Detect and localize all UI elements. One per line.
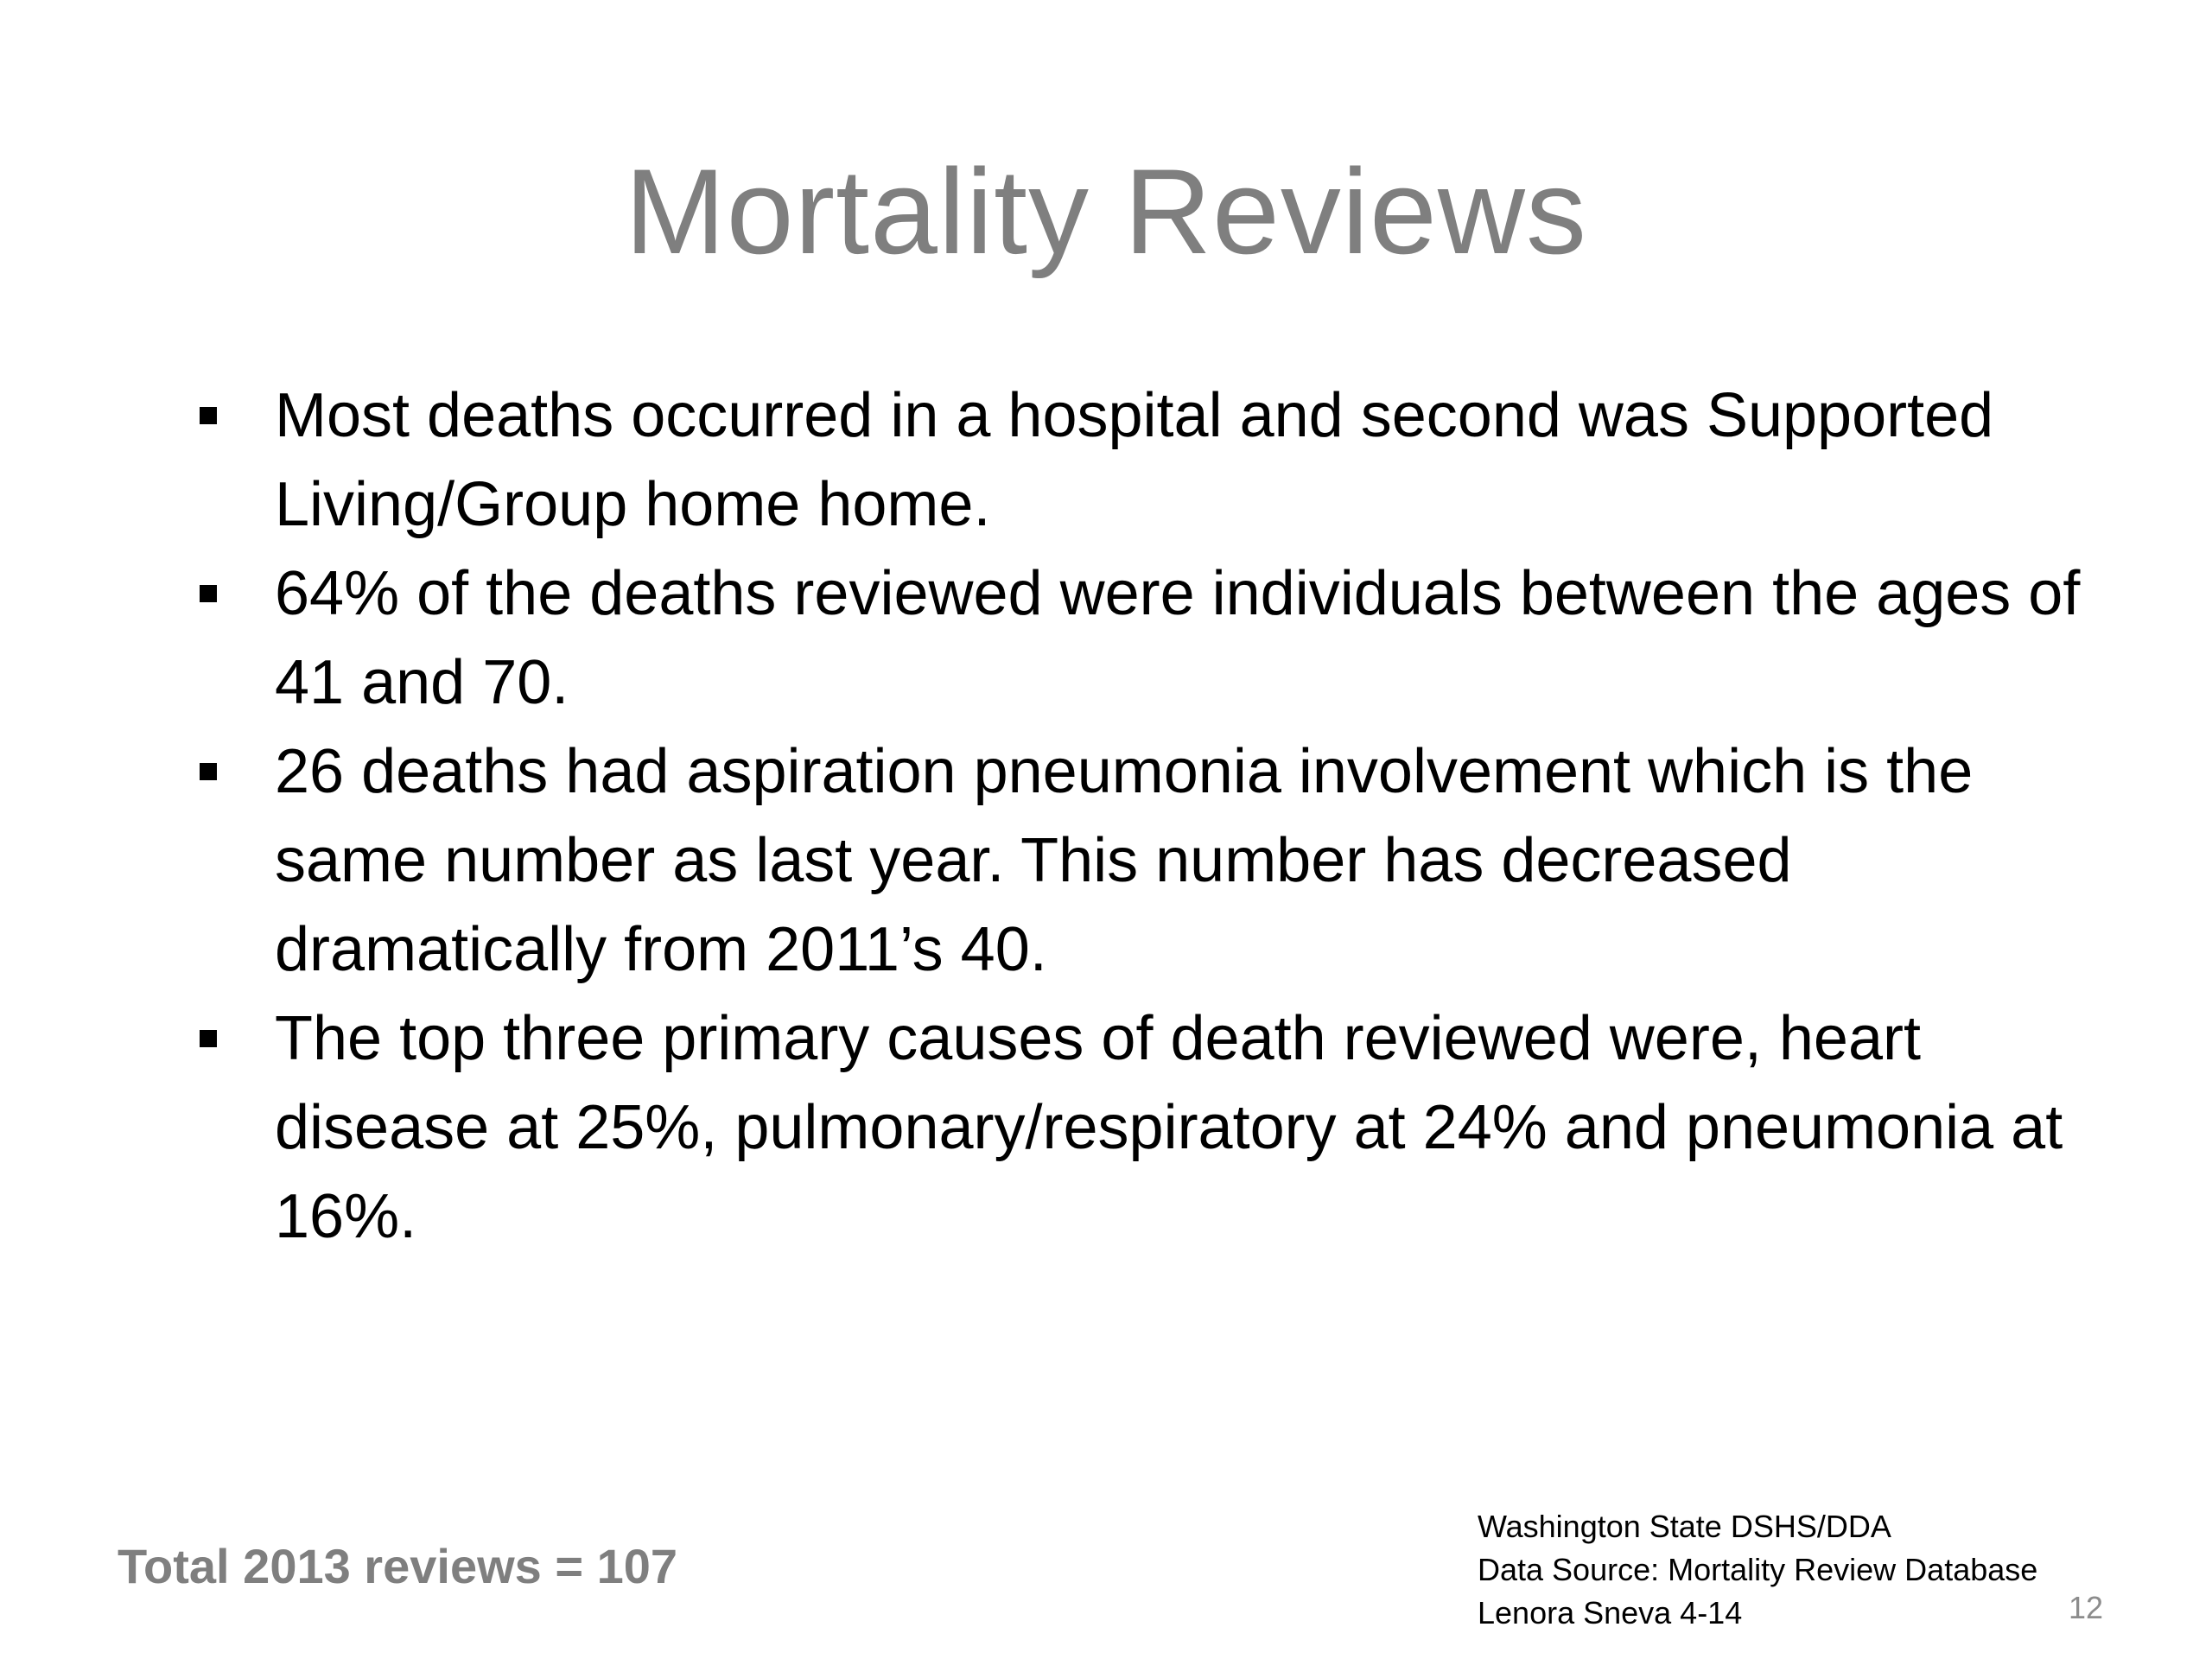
bullet-item: [197, 728, 2124, 995]
square-bullet-icon: [200, 763, 217, 780]
source-block: [1478, 1505, 2037, 1635]
square-bullet-icon: [200, 1030, 217, 1047]
source-line: Washington State DSHS/DDA: [1478, 1509, 1891, 1544]
bullet-text: 26 deaths had aspiration pneumonia involvement which is the same number as last year. This number has decreased dramatically from 2011’s 40.: [275, 737, 1974, 984]
square-bullet-icon: [200, 407, 217, 424]
bullet-item: [197, 550, 2124, 728]
bullet-text: The top three primary causes of death reviewed were, heart disease at 25%, pulmonary/respiratory at 24% and pneumonia at 16%.: [275, 1004, 2063, 1251]
source-line: Lenora Sneva 4-14: [1478, 1595, 1743, 1630]
total-reviews: Total 2013 reviews = 107: [118, 1539, 678, 1593]
bullet-item: [197, 372, 2124, 550]
square-bullet-icon: [200, 585, 217, 602]
bullet-list: [197, 372, 2124, 1262]
bullet-text: Most deaths occurred in a hospital and second was Supported Living/Group home home.: [275, 381, 1994, 539]
bullet-text: 64% of the deaths reviewed were individuals between the ages of 41 and 70.: [275, 559, 2081, 717]
source-line: Data Source: Mortality Review Database: [1478, 1552, 2038, 1587]
bullet-item: [197, 995, 2124, 1262]
page-number: 12: [2068, 1590, 2103, 1625]
slide-title: Mortality Reviews: [625, 143, 1587, 279]
